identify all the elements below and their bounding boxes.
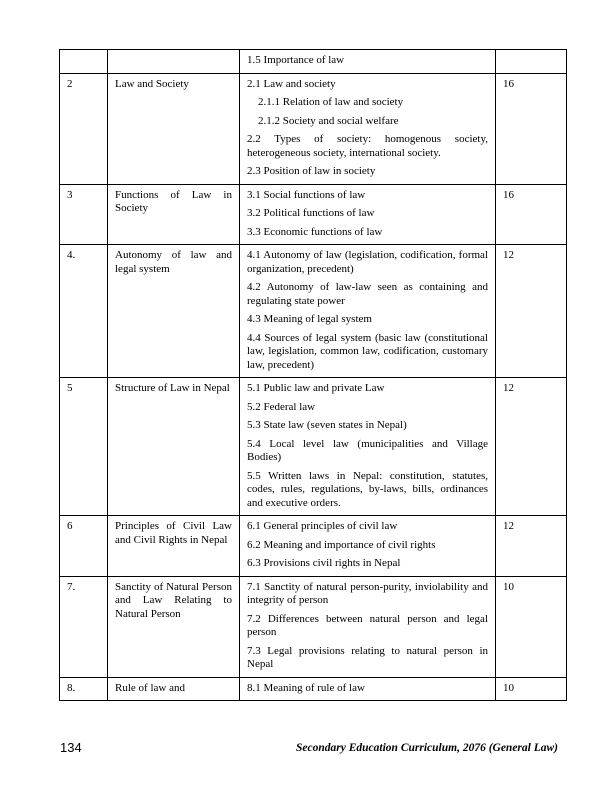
unit-number: 5 [60, 378, 108, 516]
content-item: 3.2 Political functions of law [247, 207, 375, 219]
content-item: 2.3 Position of law in society [247, 165, 376, 177]
teaching-hours: 16 [496, 184, 567, 245]
unit-row [60, 73, 567, 184]
content-item: 5.5 Written laws in Nepal: constitution, statutes, codes, rules, regulations, by-laws, bills, ordinances and executive orders. [247, 469, 488, 509]
unit-number: 2 [60, 73, 108, 184]
unit-title-cell [108, 245, 240, 378]
unit-number: 6 [60, 516, 108, 577]
teaching-hours: 12 [496, 245, 567, 378]
unit-row [60, 184, 567, 245]
teaching-hours [496, 50, 567, 74]
unit-content [240, 576, 496, 677]
unit-title: Law and Society [115, 77, 189, 90]
content-item: 4.3 Meaning of legal system [247, 313, 372, 325]
unit-content [240, 184, 496, 245]
unit-content [240, 73, 496, 184]
unit-title-cell [108, 576, 240, 677]
teaching-hours: 10 [496, 576, 567, 677]
unit-content [240, 516, 496, 577]
unit-row [60, 245, 567, 378]
content-item: 7.2 Differences between natural person and legal person [247, 612, 488, 638]
unit-content [240, 245, 496, 378]
unit-title: Functions of Law in Society [115, 188, 232, 214]
document-title: Secondary Education Curriculum, 2076 (General Law) [296, 742, 558, 754]
content-item: 2.1.2 Society and social welfare [258, 114, 399, 127]
unit-row [60, 677, 567, 701]
unit-row [60, 576, 567, 677]
content-item: 5.2 Federal law [247, 400, 316, 413]
curriculum-table-body [60, 50, 567, 701]
unit-title: Structure of Law in Nepal [115, 382, 230, 394]
unit-title-cell [108, 184, 240, 245]
content-item: 2.1 Law and society [247, 77, 336, 90]
unit-title: Rule of law and [115, 681, 185, 694]
content-item: 8.1 Meaning of rule of law [247, 681, 365, 694]
content-item: 5.3 State law (seven states in Nepal) [247, 419, 407, 431]
content-item: 4.1 Autonomy of law (legislation, codification, formal organization, precedent) [247, 249, 488, 275]
teaching-hours: 12 [496, 378, 567, 516]
content-item: 5.1 Public law and private Law [247, 382, 385, 394]
unit-number: 4. [60, 245, 108, 378]
unit-title-cell [108, 378, 240, 516]
content-item: 4.2 Autonomy of law-law seen as containing and regulating state power [247, 281, 488, 307]
curriculum-table [59, 49, 567, 701]
unit-row [60, 378, 567, 516]
unit-content [240, 50, 496, 74]
content-item: 3.1 Social functions of law [247, 188, 366, 201]
unit-row [60, 516, 567, 577]
content-item: 4.4 Sources of legal system (basic law (constitutional law, legislation, common law, codification, customary law, precedent) [247, 331, 488, 371]
unit-number: 3 [60, 184, 108, 245]
unit-number: 8. [60, 677, 108, 701]
unit-title: Principles of Civil Law and Civil Rights in Nepal [115, 520, 232, 546]
content-item: 7.1 Sanctity of natural person-purity, inviolability and integrity of person [247, 580, 488, 606]
content-item: 7.3 Legal provisions relating to natural person in Nepal [247, 644, 488, 670]
content-item: 2.2 Types of society: homogenous society, heterogeneous society, international society. [247, 133, 488, 159]
unit-row [60, 50, 567, 74]
content-item: 6.3 Provisions civil rights in Nepal [247, 557, 401, 569]
content-item: 5.4 Local level law (municipalities and Village Bodies) [247, 437, 488, 463]
unit-title-cell [108, 677, 240, 701]
teaching-hours: 10 [496, 677, 567, 701]
teaching-hours: 12 [496, 516, 567, 577]
unit-title: Autonomy of law and legal system [115, 249, 232, 275]
unit-title-cell [108, 516, 240, 577]
content-item: 6.2 Meaning and importance of civil rights [247, 538, 436, 551]
unit-content [240, 677, 496, 701]
teaching-hours: 16 [496, 73, 567, 184]
content-item: 1.5 Importance of law [247, 54, 345, 66]
content-item: 2.1.1 Relation of law and society [258, 96, 404, 108]
unit-number [60, 50, 108, 74]
unit-number: 7. [60, 576, 108, 677]
content-item: 6.1 General principles of civil law [247, 520, 398, 532]
content-item: 3.3 Economic functions of law [247, 225, 383, 238]
unit-title-cell [108, 50, 240, 74]
unit-title-cell [108, 73, 240, 184]
unit-title: Sanctity of Natural Person and Law Relating to Natural Person [115, 580, 232, 620]
page-number: 134 [60, 740, 82, 755]
unit-content [240, 378, 496, 516]
